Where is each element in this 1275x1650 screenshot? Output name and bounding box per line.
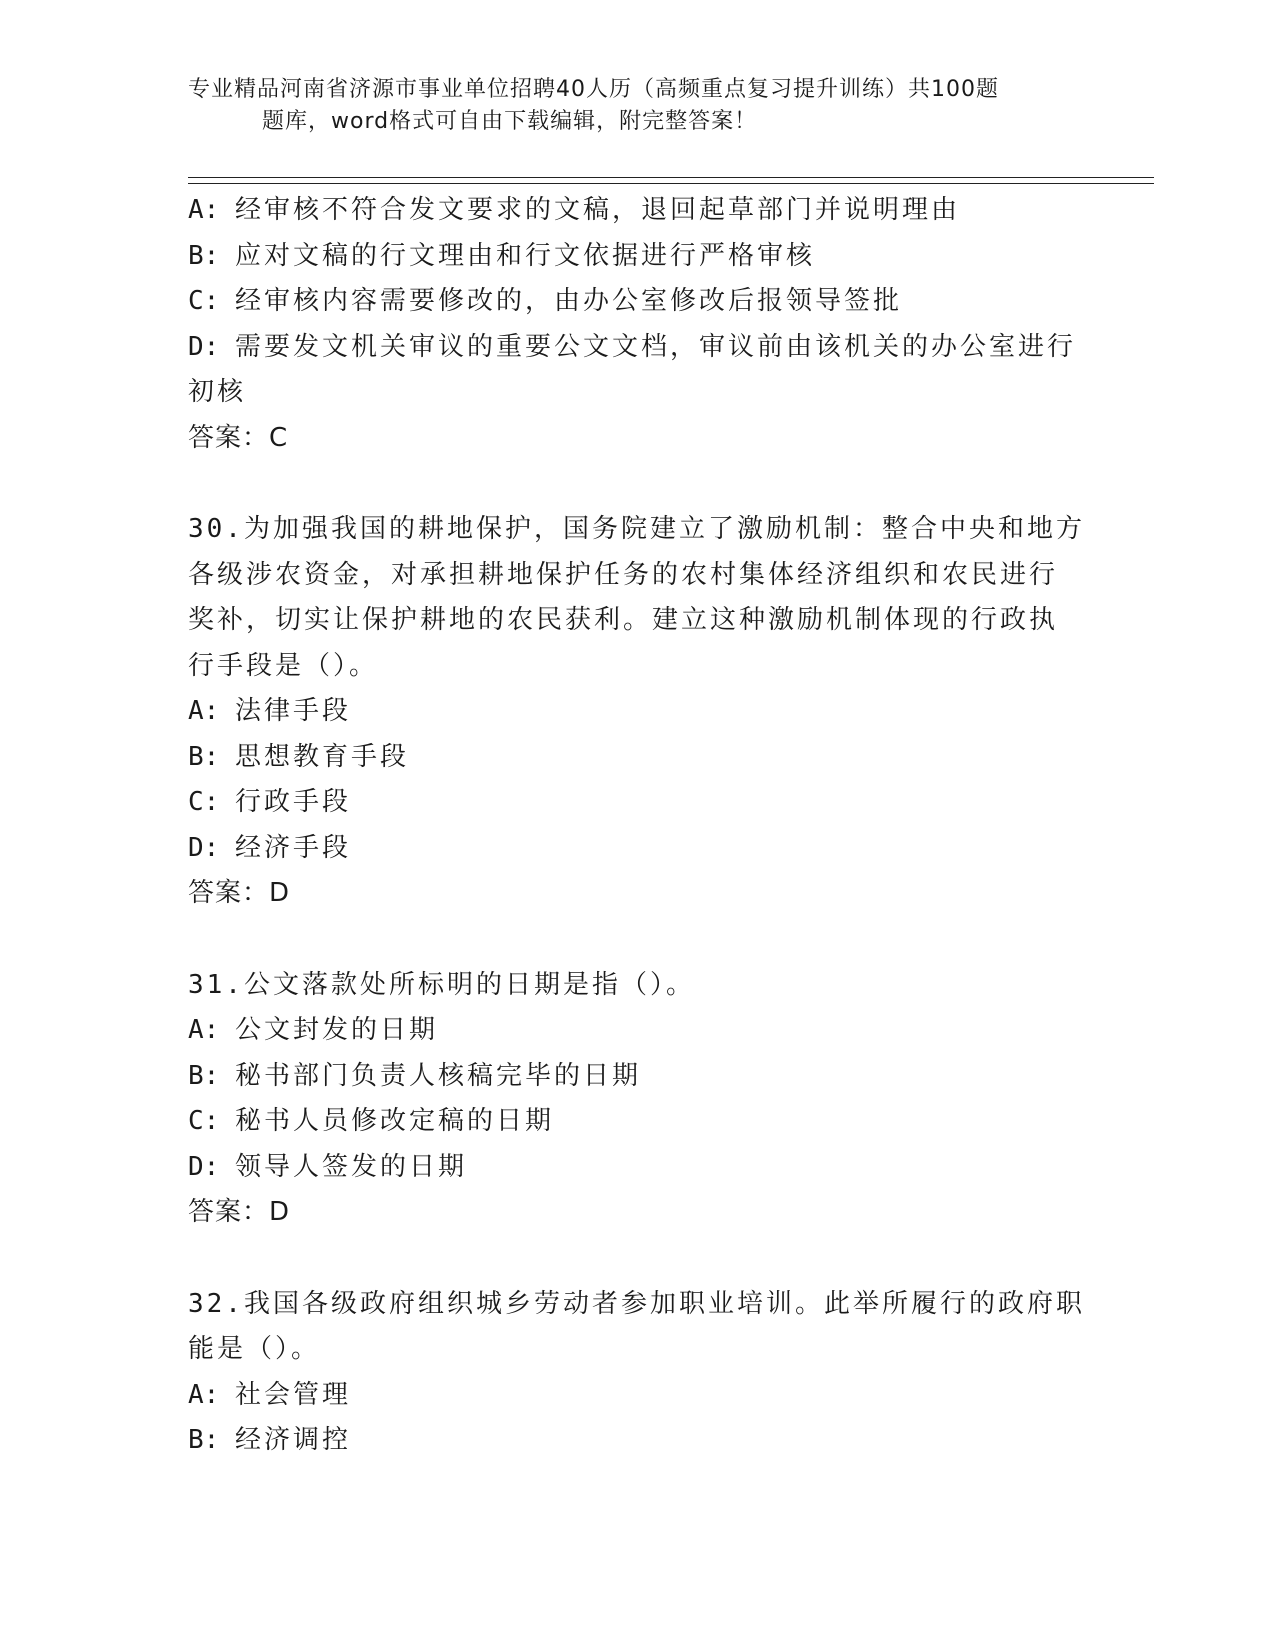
question-text-line: 行手段是（）。: [188, 650, 379, 681]
document-header: [188, 74, 1068, 138]
question-text-line: 各级涉农资金，对承担耕地保护任务的农村集体经济组织和农民进行: [188, 559, 1059, 590]
question-text-line: 奖补，切实让保护耕地的农民获利。建立这种激励机制体现的行政执: [188, 605, 1059, 635]
option-d: D: 经济手段: [188, 832, 351, 863]
option-c: C: 秘书人员修改定稿的日期: [188, 1106, 554, 1136]
option-c: C: 经审核内容需要修改的，由办公室修改后报领导签批: [188, 286, 902, 316]
answer: 答案：C: [188, 422, 289, 453]
question-block: [188, 188, 1088, 461]
answer: 答案：D: [188, 1197, 291, 1227]
option-a: A: 社会管理: [188, 1379, 351, 1410]
answer: 答案：D: [188, 878, 291, 908]
option-a: A: 经审核不符合发文要求的文稿，退回起草部门并说明理由: [188, 195, 960, 225]
question-text-line: 32.我国各级政府组织城乡劳动者参加职业培训。此举所履行的政府职: [188, 1288, 1085, 1319]
option-b: B: 应对文稿的行文理由和行文依据进行严格审核: [188, 240, 815, 271]
option-c: C: 行政手段: [188, 787, 351, 817]
spacer: [188, 917, 1088, 963]
spacer: [188, 1236, 1088, 1282]
option-d-continuation: 初核: [188, 377, 247, 407]
question-block: [188, 1282, 1088, 1464]
question-text-line: 30.为加强我国的耕地保护，国务院建立了激励机制：整合中央和地方: [188, 514, 1085, 544]
header-divider-top: [188, 177, 1154, 178]
question-block: [188, 507, 1088, 917]
option-d: D: 领导人签发的日期: [188, 1151, 467, 1182]
option-a: A: 法律手段: [188, 696, 351, 726]
header-divider-bottom: [188, 183, 1154, 184]
header-title-line-2: 题库，word格式可自由下载编辑，附完整答案！: [262, 109, 758, 134]
question-list: [188, 188, 1088, 1464]
option-b: B: 经济调控: [188, 1425, 351, 1455]
header-title-line-1: 专业精品河南省济源市事业单位招聘40人历（高频重点复习提升训练）共100题: [188, 77, 999, 102]
option-b: B: 思想教育手段: [188, 741, 409, 772]
question-text-line: 能是（）。: [188, 1334, 321, 1364]
question-block: [188, 963, 1088, 1236]
option-d: D: 需要发文机关审议的重要公文文档，审议前由该机关的办公室进行: [188, 331, 1076, 362]
option-b: B: 秘书部门负责人核稿完毕的日期: [188, 1060, 641, 1091]
spacer: [188, 461, 1088, 507]
question-text-line: 31.公文落款处所标明的日期是指（）。: [188, 969, 695, 1000]
option-a: A: 公文封发的日期: [188, 1015, 438, 1045]
